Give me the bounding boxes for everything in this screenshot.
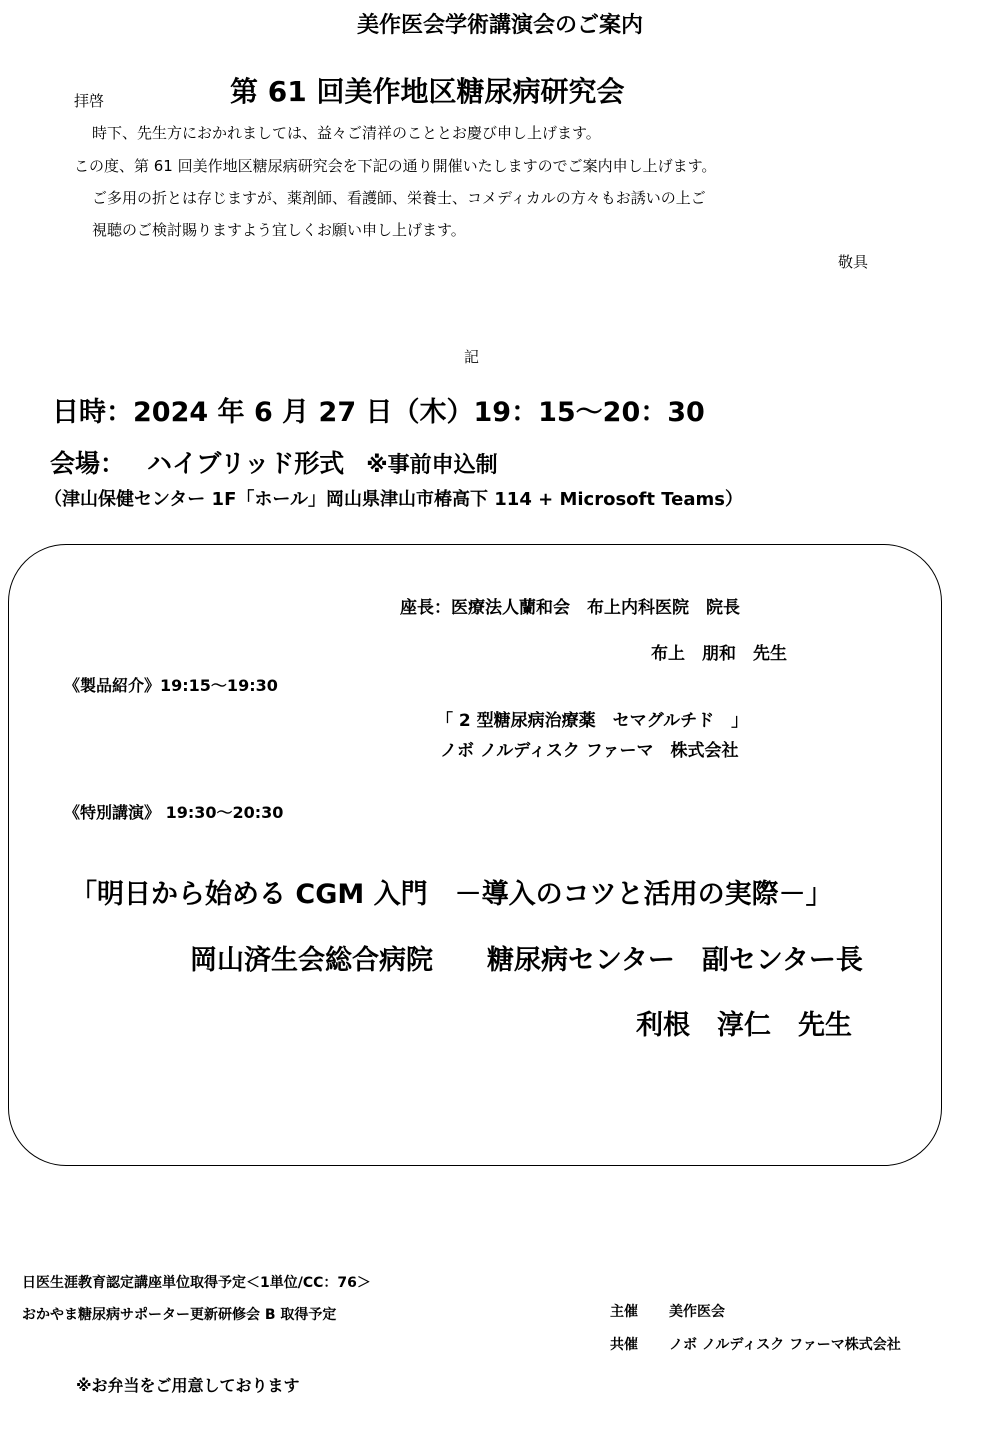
chair-name: 布上 朋和 先生 — [651, 644, 787, 664]
venue-address: （津山保健センター 1F「ホール」岡山県津山市椿高下 114 + Microsoft Teams） — [44, 489, 743, 510]
cohost-label: 共催 — [610, 1337, 638, 1353]
cohost-name: ノボ ノルディスク ファーマ株式会社 — [669, 1337, 901, 1353]
letter-line-3: ご多用の折とは存じますが、薬剤師、看護師、栄養士、コメディカルの方々もお誘いの上ご — [92, 189, 706, 207]
chair-line: 座長：医療法人蘭和会 布上内科医院 院長 — [400, 598, 740, 618]
page-title: 美作医会学術講演会のご案内 — [356, 13, 643, 38]
letter-line-4: 視聴のご検討賜りますよう宜しくお願い申し上げます。 — [92, 221, 466, 239]
host-name: 美作医会 — [669, 1304, 725, 1320]
letter-line-2: この度、第 61 回美作地区糖尿病研究会を下記の通り開催いたしますのでご案内申し上げます。 — [74, 157, 717, 175]
bento-note: ※お弁当をご用意しております — [76, 1376, 300, 1395]
credit-line-2: おかやま糖尿病サポーター更新研修会 B 取得予定 — [22, 1307, 337, 1323]
product-heading: 《製品紹介》19:15～19:30 — [64, 676, 278, 695]
lecture-speaker: 利根 淳仁 先生 — [636, 1010, 852, 1041]
product-company: ノボ ノルディスク ファーマ 株式会社 — [440, 741, 739, 761]
credit-line-1: 日医生涯教育認定講座単位取得予定＜1単位/CC：76＞ — [22, 1275, 371, 1291]
letter-line-1: 時下、先生方におかれましては、益々ご清祥のこととお慶び申し上げます。 — [92, 124, 601, 142]
lecture-heading: 《特別講演》 19:30～20:30 — [64, 803, 284, 822]
venue-note: ※事前申込制 — [366, 453, 498, 478]
event-venue — [50, 444, 498, 480]
lecture-affiliation: 岡山済生会総合病院 糖尿病センター 副センター長 — [190, 945, 863, 976]
product-title: 「 2 型糖尿病治療薬 セマグルチド 」 — [436, 711, 749, 731]
salutation: 拝啓 — [74, 92, 105, 110]
lecture-title: 「明日から始める CGM 入門 －導入のコツと活用の実際－」 — [70, 879, 833, 910]
meeting-title: 第 61 回美作地区糖尿病研究会 — [230, 75, 625, 108]
letter-closing: 敬具 — [838, 253, 869, 271]
venue-format: ハイブリッド形式 — [147, 449, 345, 478]
program-box — [8, 544, 942, 1166]
ki-marker: 記 — [464, 348, 480, 366]
venue-label: 会場： — [50, 449, 126, 478]
host-label: 主催 — [610, 1304, 638, 1320]
event-datetime: 日時：2024 年 6 月 27 日（木）19：15～20：30 — [52, 397, 705, 428]
